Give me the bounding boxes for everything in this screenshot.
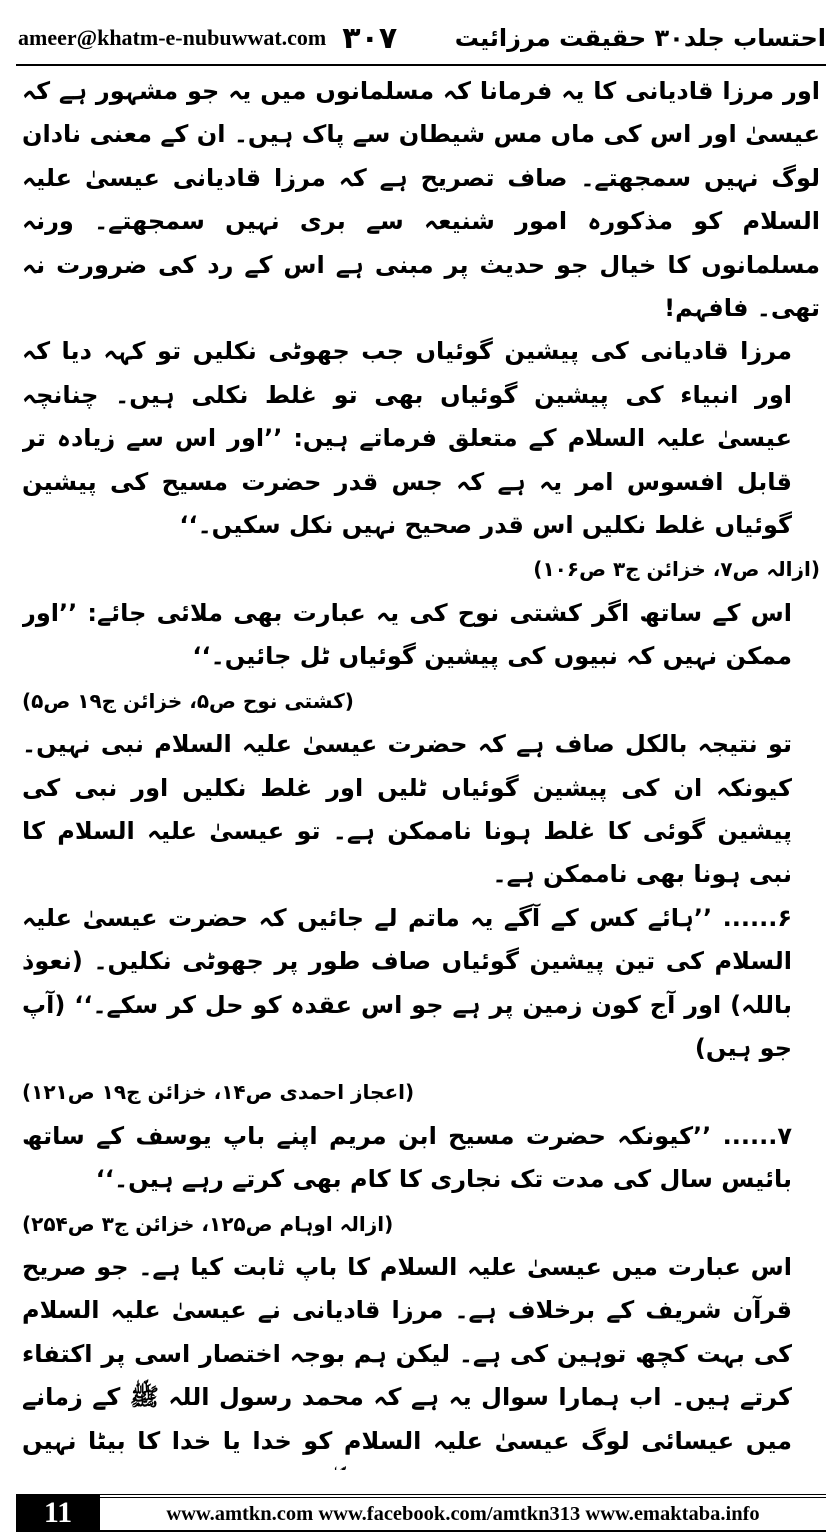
- footer-page-number: 11: [16, 1494, 100, 1532]
- paragraph-2: مرزا قادیانی کی پیشین گوئیاں جب جھوٹی نکلیں تو کہہ دیا کہ اور انبیاء کی پیشین گوئیاں بھی تو غلط نکلی ہیں۔ چنانچہ عیسیٰ علیہ السلام کے متعلق فرماتے ہیں: ’’اور اس سے زیادہ تر قابل افسوس امر یہ ہے کہ جس قدر حضرت مسیح کی پیشین گوئیاں غلط نکلیں اس قدر صحیح نہیں نکل سکیں۔‘‘: [22, 337, 792, 540]
- paragraph-3: اس کے ساتھ اگر کشتی نوح کی یہ عبارت بھی ملائی جائے: ’’اور ممکن نہیں کہ نبیوں کی پیشین گوئیاں ٹل جائیں۔‘‘: [22, 598, 792, 671]
- item-6-number: ۶......: [722, 903, 793, 932]
- page-footer: [16, 1494, 826, 1532]
- page-header: [18, 14, 826, 62]
- header-email: ameer@khatm-e-nubuwwat.com: [18, 25, 327, 50]
- item-7: [22, 1115, 820, 1202]
- citation-3: [22, 1070, 820, 1114]
- paragraph-4: تو نتیجہ بالکل صاف ہے کہ حضرت عیسیٰ علیہ السلام نبی نہیں۔ کیونکہ ان کی پیشین گوئیاں ٹلیں اور غلط نکلیں اور نبی کی پیشین گوئی کا غلط ہونا ناممکن ہے۔ تو عیسیٰ علیہ السلام کا نبی ہونا بھی ناممکن ہے۔: [22, 730, 792, 889]
- citation-2-text: (کشتی نوح ص۵، خزائن ج۱۹ ص۵): [22, 688, 354, 713]
- citation-1: [22, 547, 820, 591]
- citation-2: [22, 679, 820, 723]
- citation-3-text: (اعجاز احمدی ص۱۴، خزائن ج۱۹ ص۱۲۱): [22, 1080, 415, 1105]
- item-7-text: ’’کیونکہ حضرت مسیح ابن مریم اپنے باپ یوسف کے ساتھ بائیس سال کی مدت تک نجاری کا کام بھی کرتے رہے ہیں۔‘‘: [22, 1121, 792, 1194]
- header-page-number: ۳۰۷: [342, 20, 398, 56]
- header-divider: [16, 64, 826, 66]
- item-7-number: ۷......: [722, 1121, 792, 1150]
- paragraph-5: اس عبارت میں عیسیٰ علیہ السلام کا باپ ثابت کیا ہے۔ جو صریح قرآن شریف کے برخلاف ہے۔ مرزا قادیانی نے عیسیٰ علیہ السلام کی بہت کچھ توہین کی ہے۔ لیکن ہم بوجہ اختصار اسی پر اکتفاء کرتے ہیں۔ اب ہمارا سوال یہ ہے کہ محمد رسول اللہ ﷺ کے زمانے میں عیسائی لوگ عیسیٰ علیہ السلام کو خدا یا خدا کا بیٹا نہیں: [22, 1252, 792, 1455]
- footer-urls: www.amtkn.com www.facebook.com/amtkn313 www.emaktaba.info: [100, 1494, 826, 1532]
- item-6: [22, 897, 820, 1071]
- paragraph-1: اور مرزا قادیانی کا یہ فرمانا کہ مسلمانوں میں یہ جو مشہور ہے کہ عیسیٰ اور اس کی ماں مس شیطان سے پاک ہیں۔ ان کے معنی نادان لوگ نہیں سمجھتے۔ صاف تصریح ہے کہ مرزا قادیانی عیسیٰ علیہ السلام کو مذکورہ امور شنیعہ سے بری نہیں سمجھتے۔ ورنہ مسلمانوں کا خیال جو حدیث پر مبنی ہے اس کے رد کی ضرورت نہ تھی۔ فافہم!: [22, 77, 820, 323]
- citation-1-text: (ازالہ ص۷، خزائن ج۳ ص۱۰۶): [533, 557, 820, 582]
- citation-4-text: (ازالہ اوہام ص۱۲۵، خزائن ج۳ ص۲۵۴): [22, 1211, 394, 1236]
- page-body: [22, 70, 820, 1470]
- header-left: [18, 21, 397, 56]
- item-6-text: ’’ہائے کس کے آگے یہ ماتم لے جائیں کہ حضرت عیسیٰ علیہ السلام کی تین پیشین گوئیاں صاف طور پر جھوٹی نکلیں۔ (نعوذ باللہ) اور آج کون زمین پر ہے جو اس عقدہ کو حل کر سکے۔‘‘ (آپ جو ہیں): [22, 903, 792, 1062]
- header-book-title: احتساب جلد۳۰ حقیقت مرزائیت: [454, 24, 826, 52]
- citation-4: [22, 1202, 820, 1246]
